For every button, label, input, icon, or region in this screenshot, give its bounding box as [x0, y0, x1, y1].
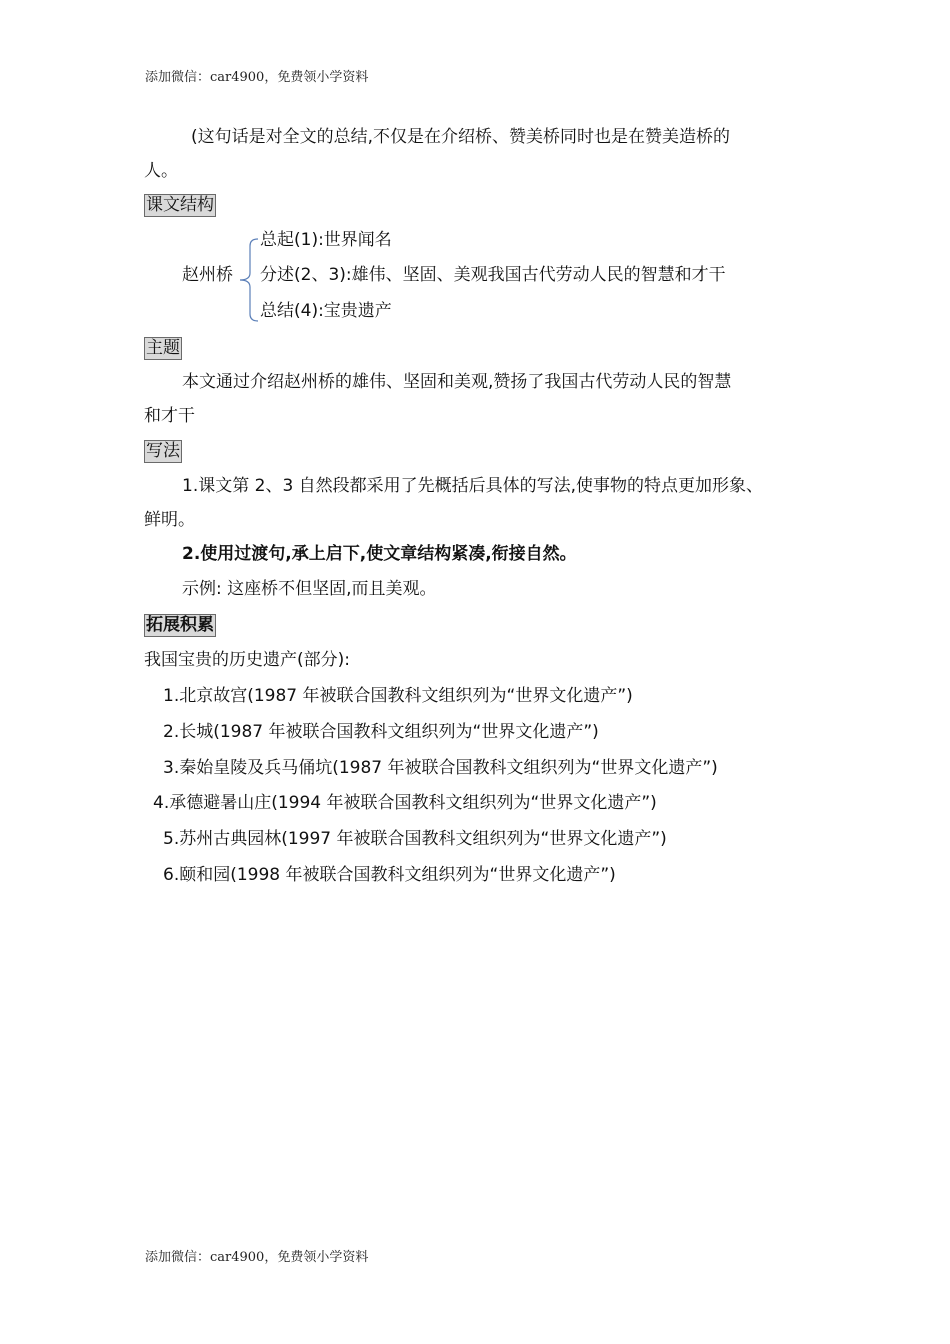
intro-line-1: (这句话是对全文的总结,不仅是在介绍桥、赞美桥同时也是在赞美造桥的: [191, 127, 731, 147]
page-footer: 添加微信：car4900，免费领小学资料: [145, 1250, 369, 1265]
heritage-item-5: 5.苏州古典园林(1997 年被联合国教科文组织列为“世界文化遗产”): [163, 829, 667, 849]
section-heading-structure: 课文结构: [146, 195, 214, 215]
writing-point-2: 2.使用过渡句,承上启下,使文章结构紧凑,衔接自然。: [182, 544, 577, 564]
structure-branch-2: 分述(2、3):雄伟、坚固、美观我国古代劳动人民的智慧和才干: [260, 265, 726, 285]
writing-point-1-line-1: 1.课文第 2、3 自然段都采用了先概括后具体的写法,使事物的特点更加形象、: [182, 476, 764, 496]
heritage-item-6: 6.颐和园(1998 年被联合国教科文组织列为“世界文化遗产”): [163, 865, 616, 885]
section-heading-theme: 主题: [146, 338, 180, 358]
heritage-item-1: 1.北京故宫(1987 年被联合国教科文组织列为“世界文化遗产”): [163, 686, 633, 706]
intro-line-2: 人。: [144, 161, 178, 181]
structure-branch-3: 总结(4):宝贵遗产: [260, 301, 392, 321]
section-heading-writing: 写法: [146, 441, 180, 461]
structure-root: 赵州桥: [182, 265, 233, 285]
structure-branch-1: 总起(1):世界闻名: [260, 230, 392, 250]
extension-intro: 我国宝贵的历史遗产(部分):: [144, 650, 350, 670]
brace-icon: [238, 238, 260, 322]
theme-line-2: 和才干: [144, 406, 195, 426]
page-header: 添加微信：car4900，免费领小学资料: [145, 70, 369, 85]
section-heading-extension: 拓展积累: [146, 615, 214, 635]
writing-example: 示例: 这座桥不但坚固,而且美观。: [182, 579, 437, 599]
writing-point-1-line-2: 鲜明。: [144, 510, 195, 530]
heritage-item-3: 3.秦始皇陵及兵马俑坑(1987 年被联合国教科文组织列为“世界文化遗产”): [163, 758, 718, 778]
heritage-item-4: 4.承德避暑山庄(1994 年被联合国教科文组织列为“世界文化遗产”): [153, 793, 657, 813]
heritage-item-2: 2.长城(1987 年被联合国教科文组织列为“世界文化遗产”): [163, 722, 599, 742]
theme-line-1: 本文通过介绍赵州桥的雄伟、坚固和美观,赞扬了我国古代劳动人民的智慧: [182, 372, 732, 392]
